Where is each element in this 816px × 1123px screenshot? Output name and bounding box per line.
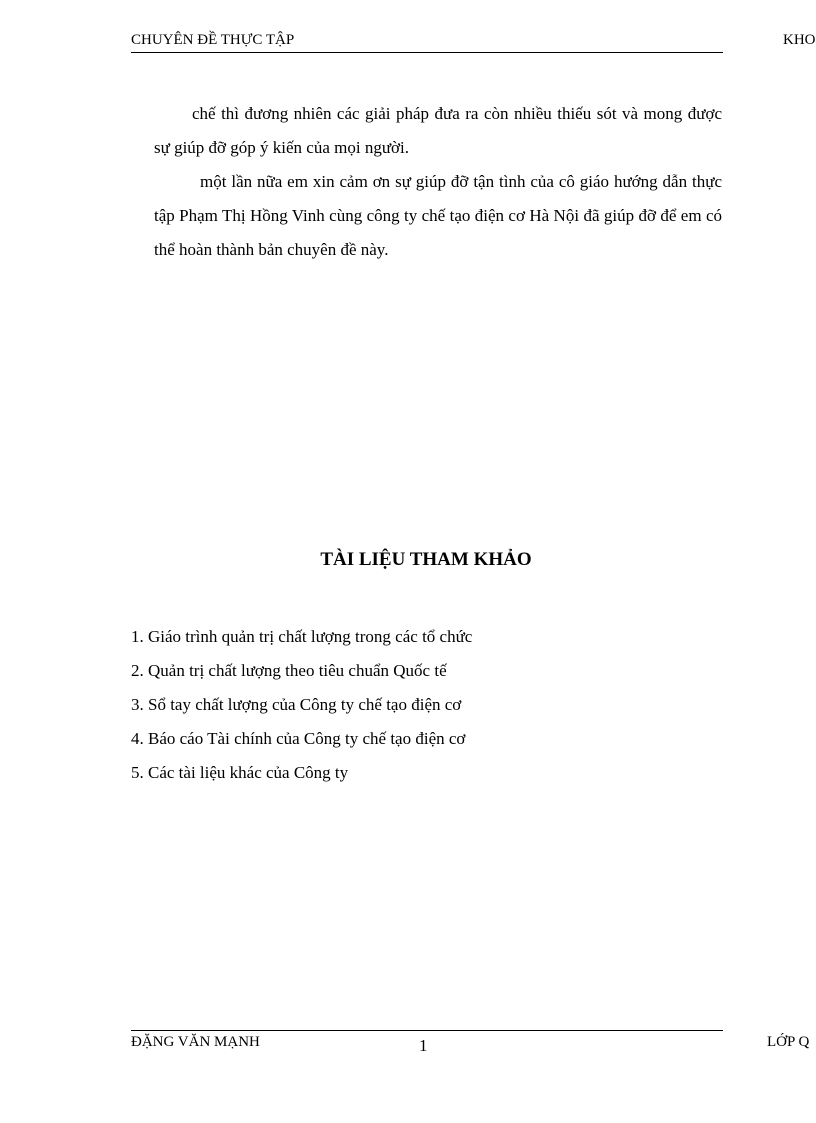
- reference-item: 5. Các tài liệu khác của Công ty: [131, 763, 349, 782]
- header-divider: [131, 52, 723, 53]
- body-paragraph-2: một lần nữa em xin cảm ơn sự giúp đỡ tận tình của cô giáo hướng dẫn thực tập Phạm Thị Hồng Vinh cùng công ty chế tạo điện cơ Hà Nội đã giúp đỡ để em có thể hoàn thành bản chuyên đề này.: [154, 172, 722, 259]
- references-title: TÀI LIỆU THAM KHẢO: [320, 549, 532, 570]
- references-list: [131, 620, 472, 790]
- footer-divider: [131, 1030, 723, 1031]
- reference-item: 1. Giáo trình quản trị chất lượng trong các tổ chức: [131, 627, 473, 646]
- header-right-text: KHO: [783, 32, 816, 48]
- reference-item: 3. Sổ tay chất lượng của Công ty chế tạo điện cơ: [131, 695, 462, 714]
- footer-class: LỚP Q: [767, 1034, 810, 1050]
- reference-item: 2. Quản trị chất lượng theo tiêu chuẩn Quốc tế: [131, 661, 447, 680]
- footer-author: ĐẶNG VĂN MẠNH: [131, 1034, 260, 1050]
- page-number: 1: [419, 1036, 428, 1055]
- header-title: CHUYÊN ĐỀ THỰC TẬP: [131, 32, 295, 48]
- reference-item: 4. Báo cáo Tài chính của Công ty chế tạo điện cơ: [131, 729, 466, 748]
- body-paragraph-1: chế thì đương nhiên các giải pháp đưa ra còn nhiều thiếu sót và mong được sự giúp đỡ góp ý kiến của mọi người.: [154, 104, 722, 157]
